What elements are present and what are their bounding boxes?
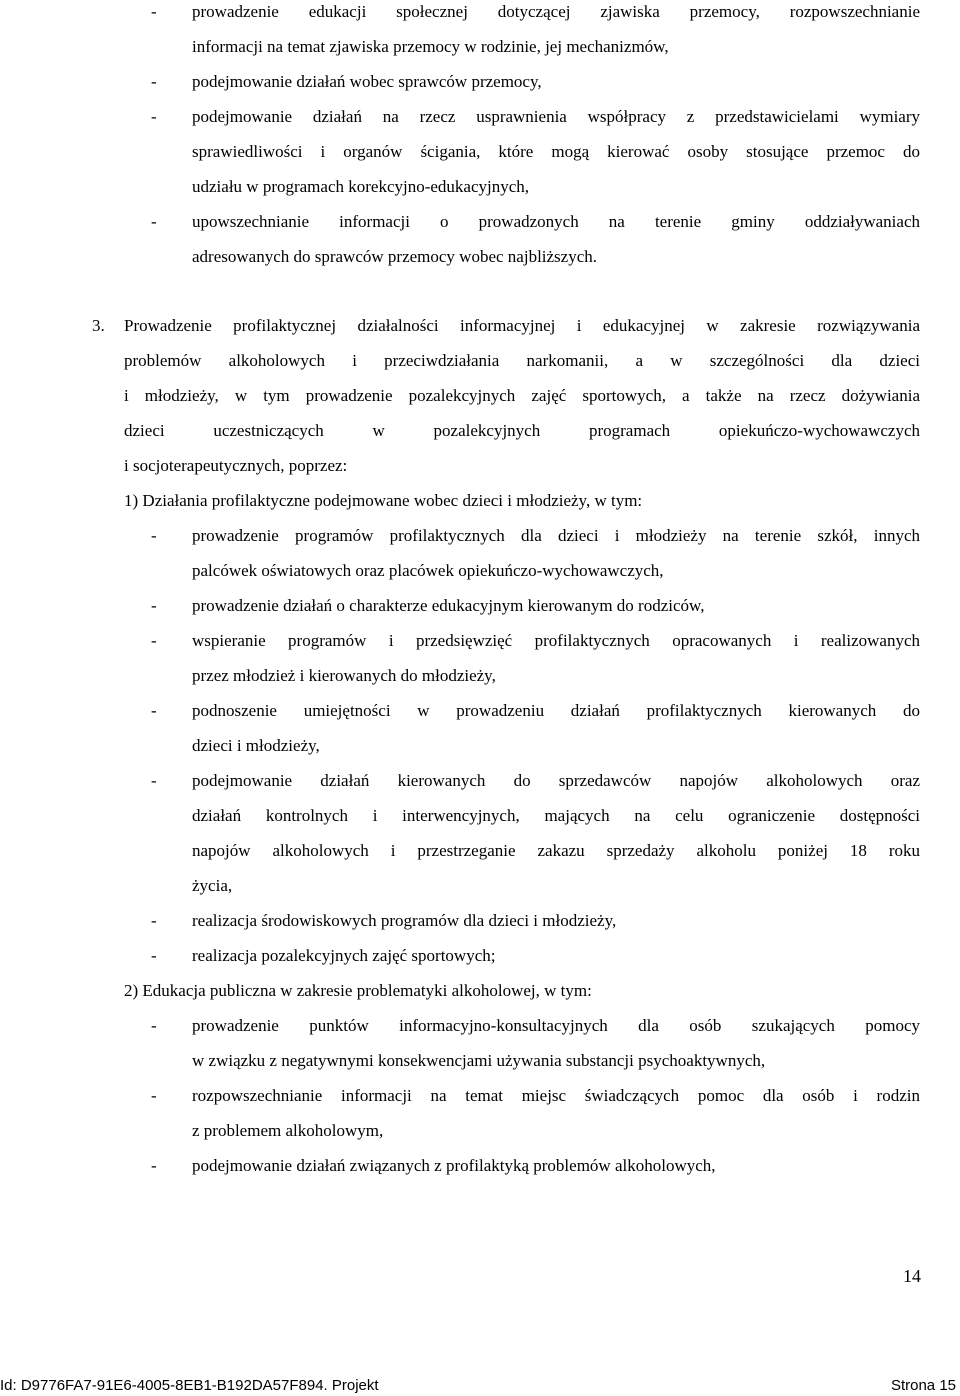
- list-item-text: podejmowanie działań związanych z profilaktyką problemów alkoholowych,: [192, 1156, 716, 1175]
- list-item-continuation: z problemem alkoholowym,: [192, 1121, 384, 1140]
- footer-page-label: Strona 15: [890, 1377, 956, 1394]
- section-number: 3.: [92, 316, 105, 335]
- list-item-text: podnoszenie umiejętności w prowadzeniu działań profilaktycznych kierowanych do: [192, 701, 920, 720]
- bullet-dash: -: [151, 701, 157, 720]
- bullet-dash: -: [151, 2, 157, 21]
- bullet-dash: -: [151, 946, 157, 965]
- list-item-text: prowadzenie programów profilaktycznych dla dzieci i młodzieży na terenie szkół, innych: [192, 526, 920, 545]
- bullet-dash: -: [151, 72, 157, 91]
- list-item-continuation: napojów alkoholowych i przestrzeganie zakazu sprzedaży alkoholu poniżej 18 roku: [192, 841, 920, 860]
- bullet-dash: -: [151, 911, 157, 930]
- list-item-text: wspieranie programów i przedsięwzięć profilaktycznych opracowanych i realizowanych: [192, 631, 920, 650]
- list-item-text: upowszechnianie informacji o prowadzonych na terenie gminy oddziaływaniach: [192, 212, 920, 231]
- bullet-dash: -: [151, 1156, 157, 1175]
- list-item-continuation: informacji na temat zjawiska przemocy w rodzinie, jej mechanizmów,: [192, 37, 669, 56]
- list-item-text: realizacja środowiskowych programów dla dzieci i młodzieży,: [192, 911, 617, 930]
- bullet-dash: -: [151, 1086, 157, 1105]
- list-item-text: podejmowanie działań wobec sprawców przemocy,: [192, 72, 542, 91]
- paragraph-text: problemów alkoholowych i przeciwdziałania narkomanii, a w szczególności dla dzieci: [124, 351, 920, 370]
- list-item-continuation: udziału w programach korekcyjno-edukacyjnych,: [192, 177, 530, 196]
- list-item-continuation: w związku z negatywnymi konsekwencjami używania substancji psychoaktywnych,: [192, 1051, 766, 1070]
- list-item-text: podejmowanie działań kierowanych do sprzedawców napojów alkoholowych oraz: [192, 771, 920, 790]
- list-item-continuation: dzieci i młodzieży,: [192, 736, 320, 755]
- list-item-continuation: adresowanych do sprawców przemocy wobec najbliższych.: [192, 247, 598, 266]
- bullet-dash: -: [151, 631, 157, 650]
- bullet-dash: -: [151, 526, 157, 545]
- list-item-text: prowadzenie działań o charakterze edukacyjnym kierowanym do rodziców,: [192, 596, 705, 615]
- bullet-dash: -: [151, 212, 157, 231]
- list-item-continuation: palcówek oświatowych oraz placówek opiekuńczo-wychowawczych,: [192, 561, 664, 580]
- paragraph-text: i młodzieży, w tym prowadzenie pozalekcyjnych zajęć sportowych, a także na rzecz dożywiania: [124, 386, 920, 405]
- list-item-text: rozpowszechnianie informacji na temat miejsc świadczących pomoc dla osób i rodzin: [192, 1086, 920, 1105]
- list-item-text: podejmowanie działań na rzecz usprawnienia współpracy z przedstawicielami wymiary: [192, 107, 920, 126]
- page-number: 14: [903, 1266, 921, 1286]
- list-item-continuation: działań kontrolnych i interwencyjnych, mających na celu ograniczenie dostępności: [192, 806, 920, 825]
- list-item-continuation: sprawiedliwości i organów ścigania, które mogą kierować osoby stosujące przemoc do: [192, 142, 920, 161]
- list-item-text: realizacja pozalekcyjnych zajęć sportowych;: [192, 946, 496, 965]
- paragraph-text: dzieci uczestniczących w pozalekcyjnych programach opiekuńczo-wychowawczych: [124, 421, 920, 440]
- footer-document-id: Id: D9776FA7-91E6-4005-8EB1-B192DA57F894. Projekt: [0, 1377, 379, 1394]
- bullet-dash: -: [151, 107, 157, 126]
- bullet-dash: -: [151, 596, 157, 615]
- list-item-continuation: życia,: [192, 876, 233, 895]
- list-item-text: prowadzenie edukacji społecznej dotyczącej zjawiska przemocy, rozpowszechnianie: [192, 2, 920, 21]
- paragraph-text: i socjoterapeutycznych, poprzez:: [124, 456, 348, 475]
- bullet-dash: -: [151, 1016, 157, 1035]
- paragraph-text: 1) Działania profilaktyczne podejmowane wobec dzieci i młodzieży, w tym:: [124, 491, 643, 510]
- paragraph-text: Prowadzenie profilaktycznej działalności informacyjnej i edukacyjnej w zakresie rozwiązywania: [124, 316, 920, 335]
- list-item-text: prowadzenie punktów informacyjno-konsultacyjnych dla osób szukających pomocy: [192, 1016, 920, 1035]
- bullet-dash: -: [151, 771, 157, 790]
- list-item-continuation: przez młodzież i kierowanych do młodzieży,: [192, 666, 496, 685]
- paragraph-text: 2) Edukacja publiczna w zakresie problematyki alkoholowej, w tym:: [124, 981, 592, 1000]
